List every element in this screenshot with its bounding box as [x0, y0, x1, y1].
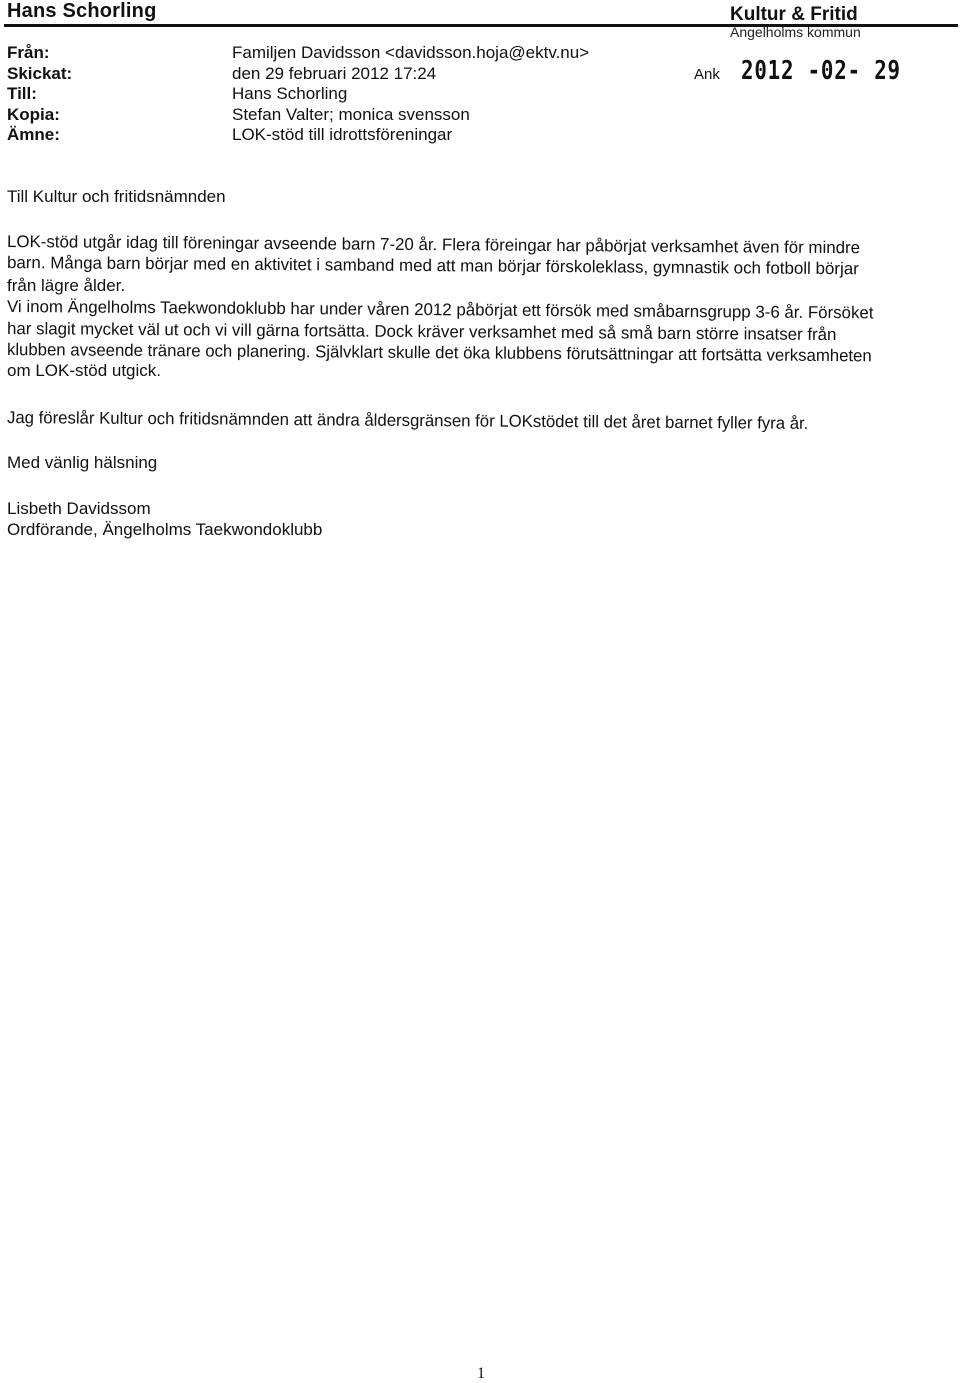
header-label: Kopia:: [7, 105, 60, 124]
stamp-department: Kultur & Fritid: [730, 4, 858, 25]
body-line: LOK-stöd utgår idag till föreningar avseende barn 7-20 år. Flera föreingar har påbörjat verksamhet även för mindre: [6, 232, 861, 258]
proposal: Jag föreslår Kultur och fritidsnämnden att ändra åldersgränsen för LOKstödet till det året barnet fyller fyra år.: [6, 408, 809, 433]
header-value: Familjen Davidsson <davidsson.hoja@ektv.nu>: [232, 43, 590, 62]
header-label: Skickat:: [7, 64, 73, 83]
body-line: klubben avseende tränare och planering. Självklart skulle det öka klubbens förutsättningar att fortsätta verksamheten: [6, 340, 872, 366]
closing: Med vänlig hälsning: [7, 453, 158, 472]
stamp-municipality: Ängelholms kommun: [730, 24, 861, 40]
header-value: Stefan Valter; monica svensson: [232, 105, 470, 124]
sender-name: Hans Schorling: [7, 0, 157, 22]
header-label: Från:: [7, 43, 50, 62]
header-label: Till:: [7, 84, 37, 103]
body-line: från lägre ålder.: [7, 276, 126, 295]
body-line: om LOK-stöd utgick.: [7, 361, 162, 380]
header-label: Ämne:: [7, 125, 60, 144]
stamp-ank-label: Ank: [694, 66, 720, 83]
stamp-received-date: 2012 -02- 29: [741, 56, 901, 86]
header-value: Hans Schorling: [232, 84, 348, 103]
page-number: 1: [477, 1365, 485, 1382]
body-line: Vi inom Ängelholms Taekwondoklubb har under våren 2012 påbörjat ett försök med småbarnsgrupp 3-6 år. Försöket: [6, 297, 874, 323]
header-value: den 29 februari 2012 17:24: [232, 64, 437, 83]
body-line: barn. Många barn börjar med en aktivitet i samband med att man börjar förskoleklass, gymnastik och fotboll börjar: [6, 253, 859, 279]
header-value: LOK-stöd till idrottsföreningar: [232, 125, 453, 144]
salutation: Till Kultur och fritidsnämnden: [7, 187, 226, 206]
signature-title: Ordförande, Ängelholms Taekwondoklubb: [7, 520, 323, 539]
signature-name: Lisbeth Davidssom: [7, 499, 151, 518]
body-line: har slagit mycket väl ut och vi vill gärna fortsätta. Dock kräver verksamhet med så små barn större insatser från: [6, 319, 837, 345]
